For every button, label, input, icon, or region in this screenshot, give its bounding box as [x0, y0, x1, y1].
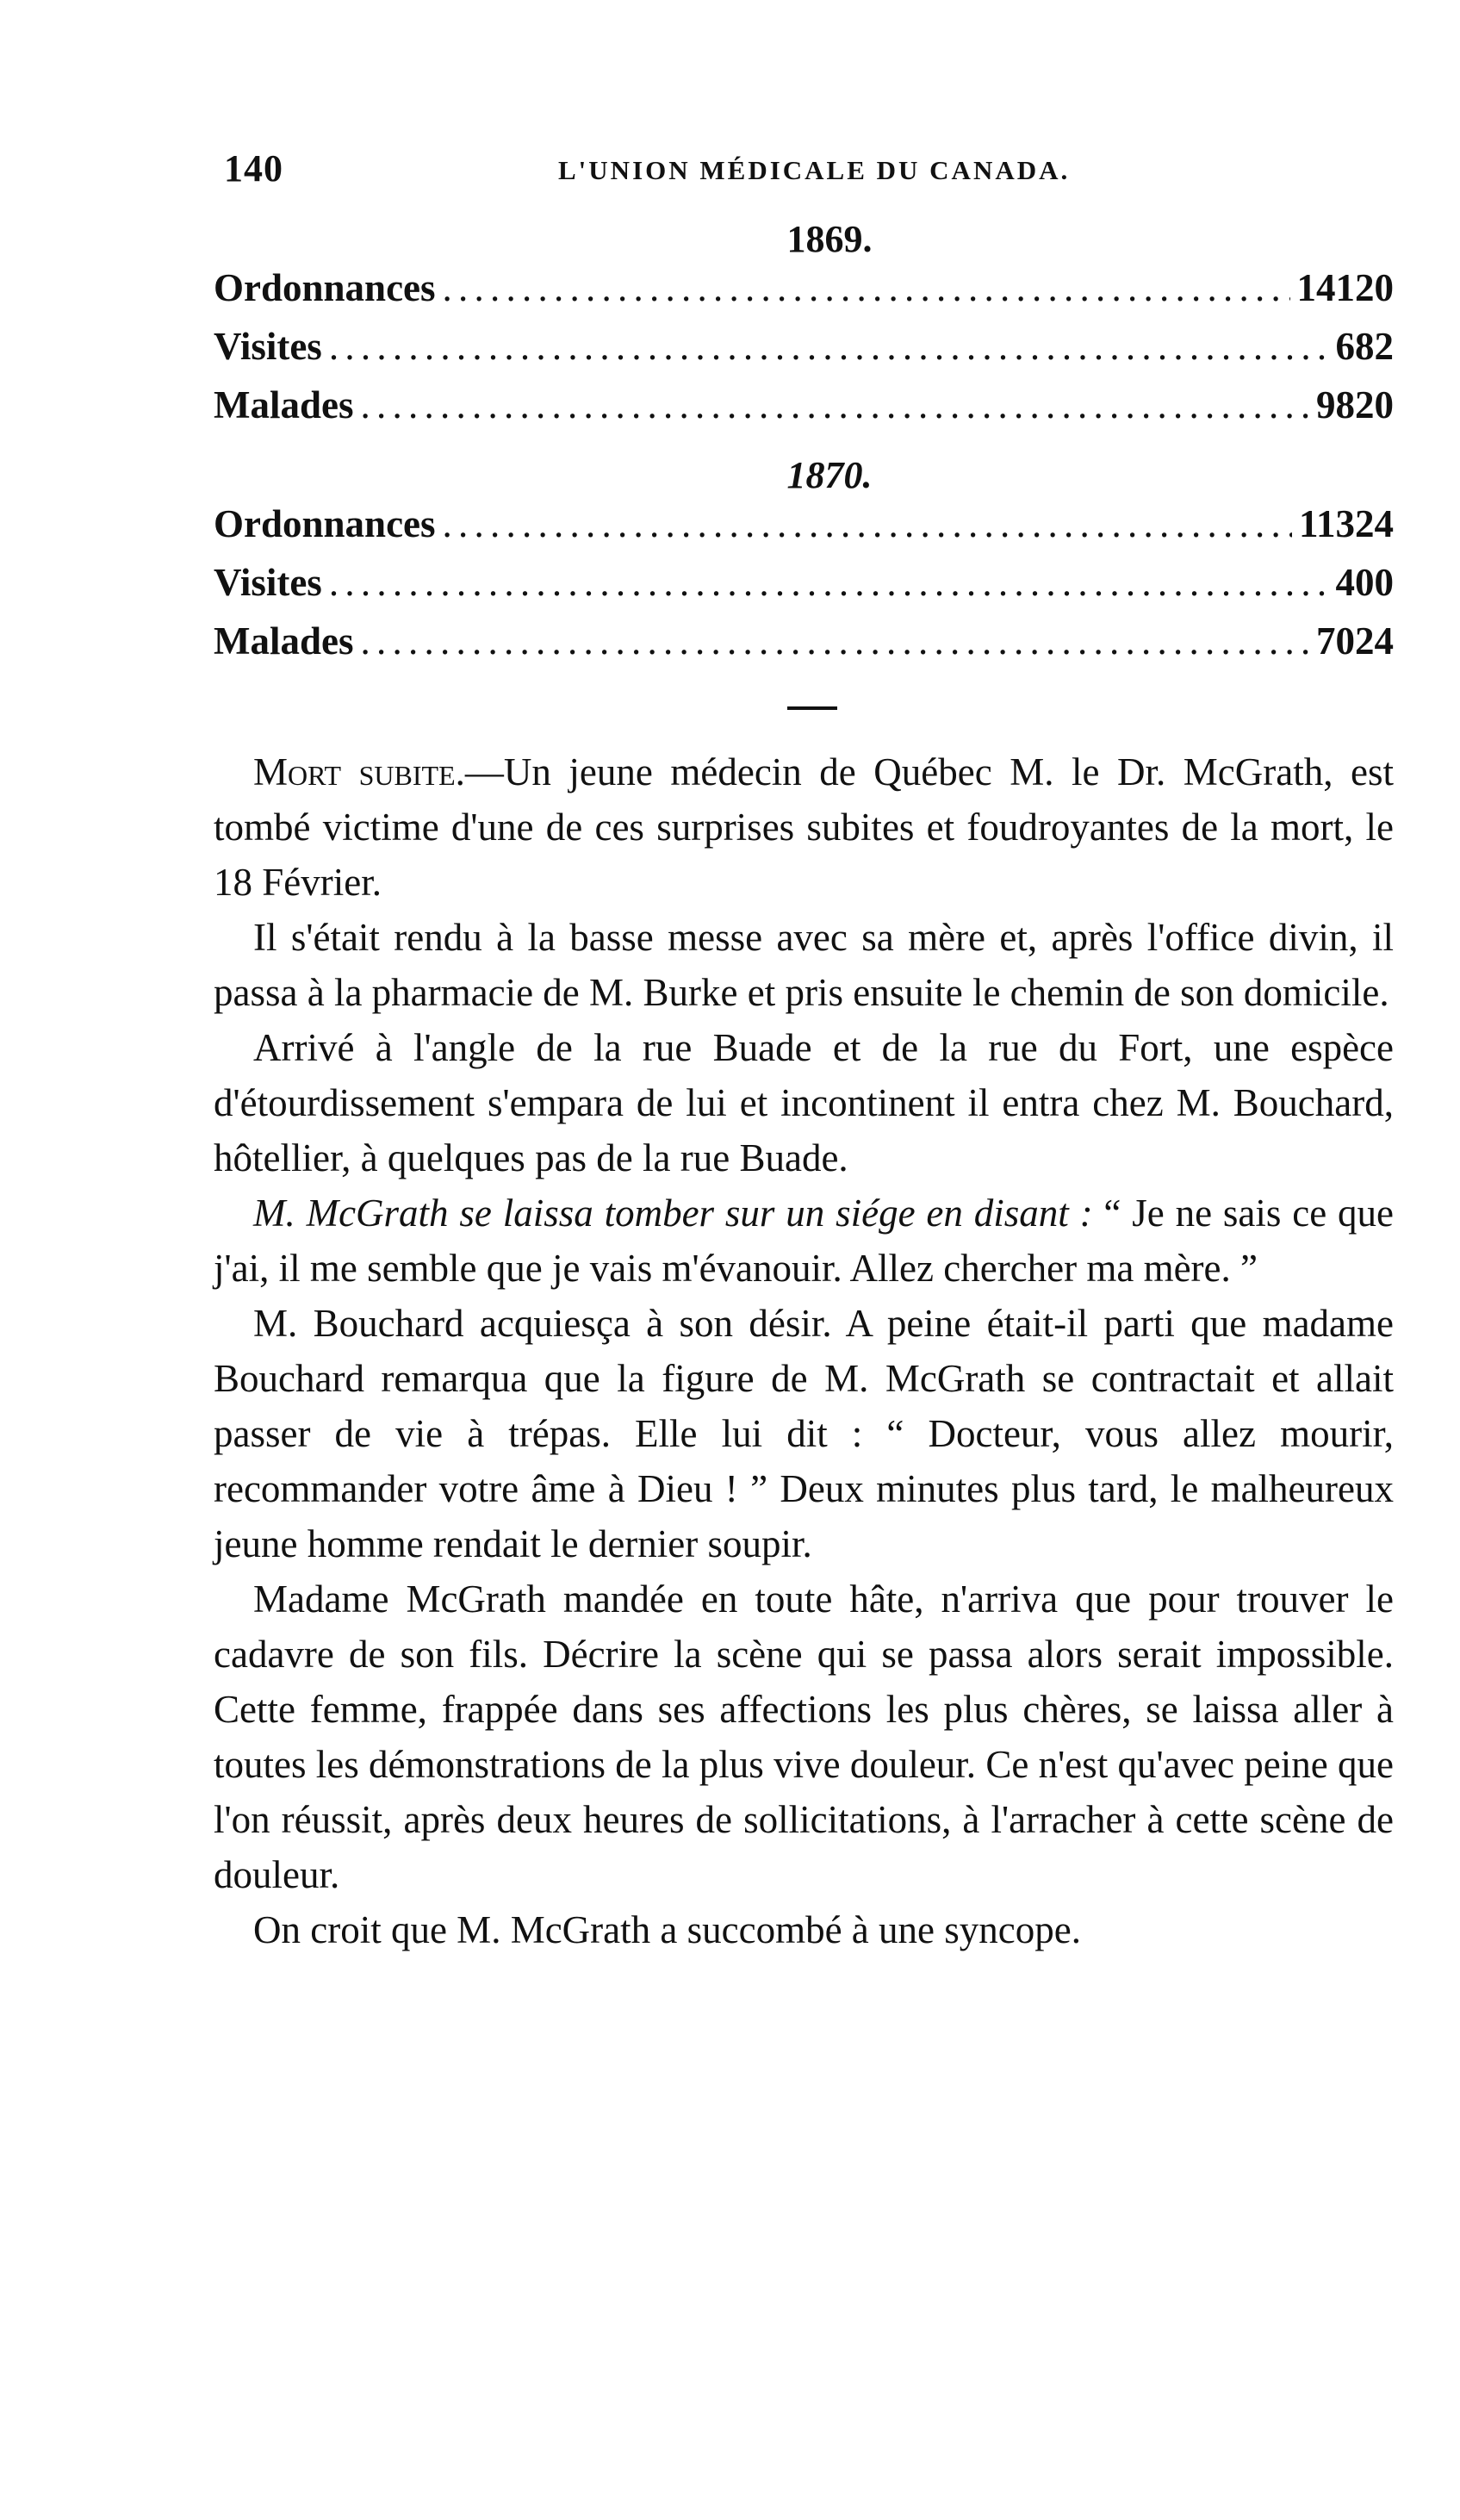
article-lead: Mort subite.: [253, 750, 465, 793]
stat-value: 9820: [1316, 383, 1394, 426]
article-paragraph: Il s'était rendu à la basse messe avec sa mère et, après l'office divin, il passa à la pharmacie de M. Burke et pris ensuite le chemin de son domicile.: [214, 916, 1394, 1014]
stat-row: [214, 383, 1394, 441]
dot-leader: [443, 265, 1290, 310]
dot-leader: [361, 619, 1310, 663]
article-mort-subite: [214, 744, 1394, 1957]
stat-row: [214, 501, 1394, 560]
stat-row: [214, 324, 1394, 383]
article-paragraph: M. Bouchard acquiesça à son désir. A peine était-il parti que madame Bouchard remarqua que la figure de M. McGrath se contractait et allait passer de vie à trépas. Elle lui dit : “ Docteur, vous allez mourir, recommander votre âme à Dieu ! ” Deux minutes plus tard, le malheureux jeune homme rendait le dernier soupir.: [214, 1302, 1394, 1565]
stat-row: [214, 265, 1394, 324]
dot-leader: [329, 560, 1329, 605]
article-paragraph: Arrivé à l'angle de la rue Buade et de la rue du Fort, une espèce d'étourdissement s'empara de lui et incontinent il entra chez M. Bouchard, hôtellier, à quelques pas de la rue Buade.: [214, 1026, 1394, 1179]
page-header: [214, 138, 1394, 198]
paragraph-text-italic: M. McGrath se laissa tomber sur un siége en disant :: [253, 1192, 1093, 1235]
stat-value: 682: [1335, 325, 1394, 368]
paragraph-text: —Un jeune médecin de Québec M. le Dr. McGrath, est tombé victime d'une de ces surprises subites et foudroyantes de la mort, le 18 Février.: [214, 750, 1395, 904]
dot-leader: [443, 501, 1292, 546]
stat-row: [214, 560, 1394, 619]
page-number: 140: [224, 147, 283, 190]
stat-value: 7024: [1316, 619, 1394, 663]
year-heading-1870: 1870.: [786, 454, 873, 496]
stats-table-1869: [214, 265, 1394, 441]
dot-leader: [361, 383, 1310, 427]
stat-value: 14120: [1296, 266, 1394, 309]
paragraph-quote: “ Je ne sais ce que j'ai, il me semble que je vais m'évanouir. Allez chercher ma mère. ”: [214, 1192, 1394, 1290]
stat-value: 11324: [1298, 502, 1394, 545]
stat-label: Ordonnances: [214, 266, 436, 309]
year-heading-1869: 1869.: [786, 218, 873, 260]
running-head: L'UNION MÉDICALE DU CANADA.: [558, 155, 1071, 185]
section-divider: [787, 706, 837, 710]
article-paragraph: [214, 1185, 1394, 1296]
stat-label: Malades: [214, 383, 354, 426]
stat-label: Ordonnances: [214, 502, 436, 545]
stats-table-1870: [214, 501, 1394, 677]
stat-label: Visites: [214, 325, 322, 368]
stat-label: Visites: [214, 561, 322, 604]
stat-value: 400: [1335, 561, 1394, 604]
dot-leader: [329, 324, 1329, 369]
article-paragraph: Madame McGrath mandée en toute hâte, n'arriva que pour trouver le cadavre de son fils. Décrire la scène qui se passa alors serait impossible. Cette femme, frappée dans ses affections les plus chères, se laissa aller à toutes les démonstrations de la plus vive douleur. Ce n'est qu'avec peine que l'on réussit, après deux heures de sollicitations, à l'arracher à cette scène de douleur.: [214, 1577, 1394, 1896]
stat-label: Malades: [214, 619, 354, 663]
book-page: [214, 138, 1394, 1957]
article-paragraph: On croit que M. McGrath a succombé à une syncope.: [253, 1908, 1081, 1951]
article-paragraph: [214, 744, 1394, 910]
stat-row: [214, 619, 1394, 677]
